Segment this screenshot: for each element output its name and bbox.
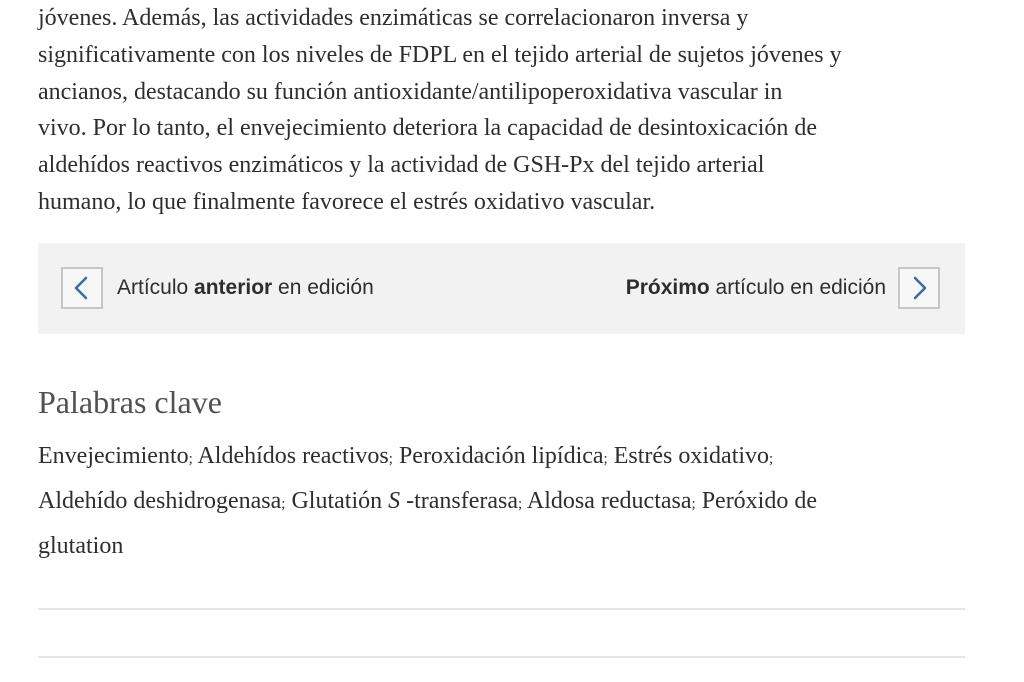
abstract-line: aldehídos reactivos enzimáticos y la actividad de GSH-Px del tejido arterial [38, 152, 765, 179]
previous-article-button[interactable] [61, 267, 103, 309]
prev-text-bold: anterior [194, 276, 273, 299]
keyword-item-part[interactable]: glutation [38, 533, 124, 559]
keywords-line [38, 435, 968, 480]
keyword-item[interactable]: Peroxidación lipídica [398, 443, 604, 469]
section-divider [38, 608, 965, 610]
abstract-line: significativamente con los niveles de FDPL en el tejido arterial de sujetos jóvenes y [38, 41, 842, 68]
keyword-item-glutathione-s-transferase[interactable] [291, 488, 518, 514]
keywords-heading: Palabras clave [38, 384, 222, 420]
keyword-separator: ; [281, 496, 286, 512]
keyword-separator: ; [769, 451, 774, 467]
keyword-separator: ; [603, 451, 608, 467]
prev-text-before: Artículo [117, 276, 195, 299]
keyword-item[interactable]: Estrés oxidativo [613, 443, 770, 469]
section-divider [38, 656, 965, 658]
chevron-left-icon [63, 269, 101, 307]
keywords-line [38, 480, 968, 525]
next-text-after: artículo en edición [709, 276, 886, 299]
keywords-list [38, 435, 968, 567]
keyword-separator: ; [691, 496, 696, 512]
next-article-link[interactable] [626, 275, 886, 301]
keyword-item[interactable]: Aldosa reductasa [526, 488, 692, 514]
prev-text-after: en edición [272, 276, 374, 299]
abstract-text [38, 0, 978, 221]
keyword-separator: ; [388, 451, 393, 467]
previous-article-link[interactable] [117, 275, 374, 301]
keyword-item[interactable]: Envejecimiento [38, 443, 189, 469]
keyword-item[interactable]: Aldehído deshidrogenasa [38, 488, 282, 514]
keyword-text: -transferasa [400, 488, 519, 514]
abstract-line: ancianos, destacando su función antioxidante/antilipoperoxidativa vascular in [38, 78, 783, 105]
keyword-item-part[interactable]: Peróxido de [701, 488, 817, 514]
keyword-text: Glutatión [291, 488, 389, 514]
keyword-item[interactable]: Aldehídos reactivos [197, 443, 389, 469]
article-navigation [38, 243, 965, 334]
abstract-line: jóvenes. Además, las actividades enzimáticas se correlacionaron inversa y [38, 5, 749, 31]
keywords-line [38, 525, 968, 567]
abstract-line: vivo. Por lo tanto, el envejecimiento deteriora la capacidad de desintoxicación de [38, 115, 818, 142]
next-article-button[interactable] [898, 267, 940, 309]
keyword-separator: ; [188, 451, 193, 467]
keyword-separator: ; [518, 496, 523, 512]
next-text-bold: Próximo [625, 276, 710, 299]
abstract-line: humano, lo que finalmente favorece el estrés oxidativo vascular. [38, 188, 656, 215]
chevron-right-icon [900, 269, 938, 307]
keyword-italic-s: S [388, 488, 401, 514]
